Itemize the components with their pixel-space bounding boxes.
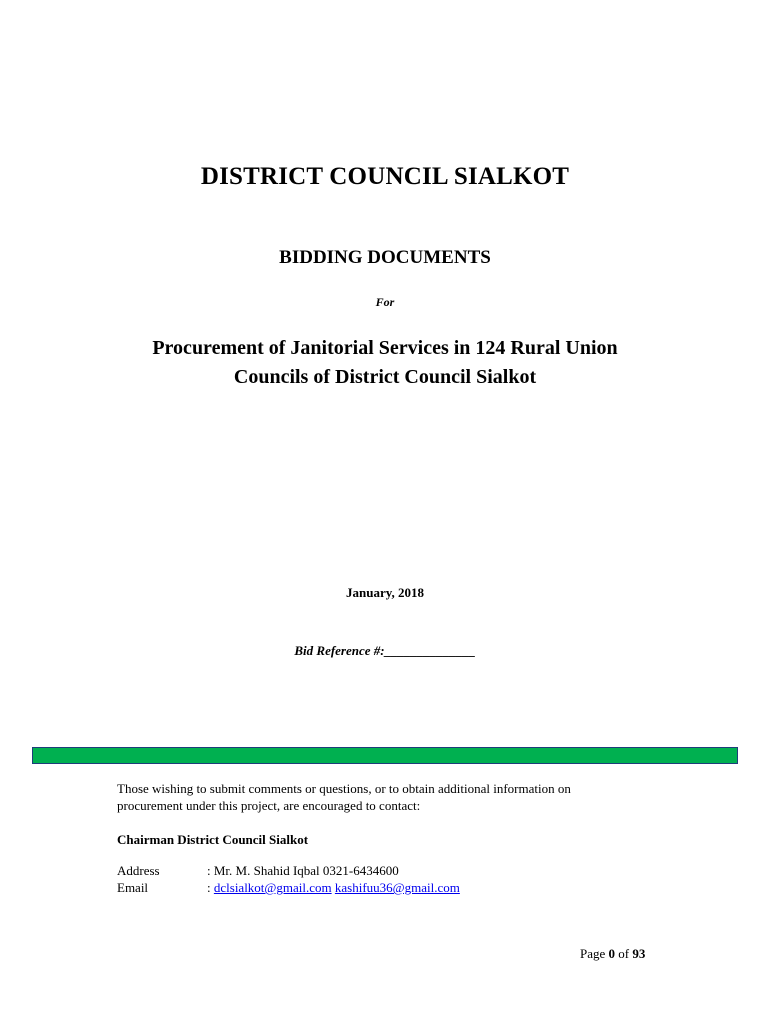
- bid-reference: Bid Reference #:______________: [294, 643, 476, 658]
- contact-intro-line-2: procurement under this project, are encouraged to contact:: [117, 798, 421, 813]
- green-divider-bar: [32, 747, 738, 764]
- page-prefix: Page: [580, 946, 609, 961]
- chairman-heading: Chairman District Council Sialkot: [117, 832, 309, 847]
- procurement-heading: [0, 334, 770, 392]
- for-label: For: [375, 295, 395, 309]
- procurement-line-2: Councils of District Council Sialkot: [233, 366, 537, 388]
- contact-intro-line-1: Those wishing to submit comments or questions, or to obtain additional information on: [117, 781, 571, 796]
- procurement-line-1: Procurement of Janitorial Services in 124 Rural Union: [152, 337, 618, 359]
- page-total: 93: [632, 946, 646, 961]
- contact-intro: [117, 780, 677, 814]
- email-label: Email: [117, 880, 149, 895]
- address-label: Address: [117, 863, 160, 878]
- email-link-2[interactable]: kashifuu36@gmail.com: [334, 880, 460, 895]
- page-current: 0: [608, 946, 616, 961]
- email-value: [207, 880, 460, 896]
- page-number: [580, 946, 645, 962]
- document-subtitle: BIDDING DOCUMENTS: [279, 247, 491, 268]
- document-title: DISTRICT COUNCIL SIALKOT: [200, 163, 570, 190]
- email-link-1[interactable]: dclsialkot@gmail.com: [213, 880, 332, 895]
- page-mid: of: [615, 946, 633, 961]
- document-date: January, 2018: [345, 585, 424, 600]
- email-colon: :: [207, 880, 214, 895]
- address-value: : Mr. M. Shahid Iqbal 0321-6434600: [207, 863, 399, 878]
